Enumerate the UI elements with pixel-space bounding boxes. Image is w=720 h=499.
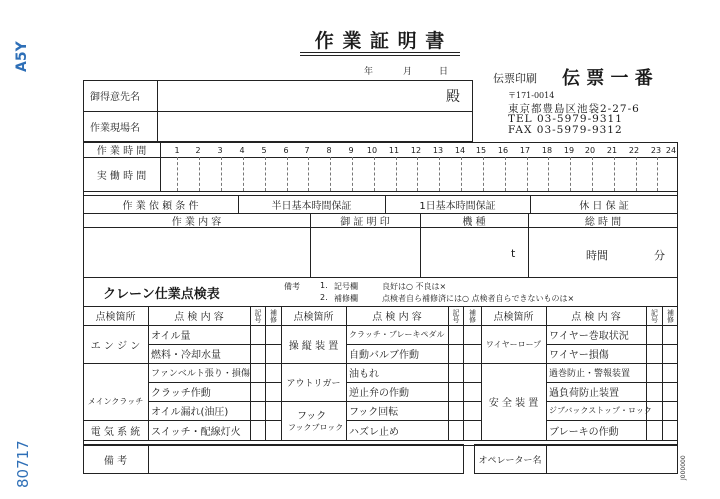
date-year: 年 (364, 67, 374, 77)
customer-label: 御得意先名 (90, 92, 140, 103)
operator-label: オペレーター名 (478, 455, 542, 466)
hour-tick: 7 (304, 145, 310, 155)
item-oil-leak: オイル漏れ(油圧) (151, 407, 229, 418)
note-label: 備考 (284, 282, 300, 291)
right-margin-code: J000000 (680, 455, 687, 480)
item-overload: 過負荷防止装置 (549, 388, 619, 399)
item-brake: ブレーキの作動 (549, 426, 619, 438)
hour-tick: 14 (454, 145, 466, 155)
operator-field[interactable] (547, 445, 677, 473)
item-clutch-op: クラッチ作動 (151, 388, 211, 399)
date-month: 月 (403, 67, 413, 77)
hour-tick: 3 (217, 145, 223, 155)
note2-num: 2. (320, 293, 328, 302)
hour-tick: 12 (410, 145, 422, 155)
h-repair-3: 補修 (666, 308, 675, 323)
col-work-content: 作 業 内 容 (171, 216, 222, 228)
hour-tick: 4 (239, 145, 245, 155)
actual-time-label: 実 働 時 間 (96, 170, 147, 182)
item-clutch-brake: クラッチ・ブレーキペダル (349, 330, 445, 339)
hour-tick: 18 (541, 145, 553, 155)
h-content-2: 点 検 内 容 (372, 312, 422, 323)
note2-detail: 点検者自ら補修済には○ 点検者自らできないものは× (382, 294, 575, 303)
h-repair-1: 補修 (269, 308, 278, 323)
place-hook-block: フックブロック (288, 423, 344, 432)
vendor-fax: FAX 03-5979-9312 (508, 124, 623, 136)
conditions-label: 作 業 依 頼 条 件 (122, 200, 199, 212)
item-check-valve: 逆止弁の作動 (349, 388, 409, 399)
hour-tick: 5 (261, 145, 267, 155)
hour-tick: 2 (195, 145, 201, 155)
hour-tick: 21 (606, 145, 618, 155)
h-mark-3: 記号 (650, 308, 659, 323)
item-hook-rot: フック回転 (349, 407, 399, 418)
hour-tick: 8 (326, 145, 332, 155)
hour-tick: 22 (628, 145, 640, 155)
mark-cell[interactable] (449, 326, 480, 439)
note1-detail: 良好は○ 不良は× (382, 282, 447, 291)
place-hook: フック (297, 411, 327, 422)
col-machine: 機 種 (462, 216, 486, 228)
h-mark-1: 記号 (254, 308, 262, 323)
item-auto-valve: 自動バルブ作動 (349, 350, 419, 361)
item-fanbelt: ファンベルト張り・損傷 (151, 369, 250, 379)
h-place-2: 点検箇所 (293, 312, 334, 323)
inspection-title: クレーン仕業点検表 (103, 286, 220, 302)
condition-half-day[interactable]: 半日基本時間保証 (271, 200, 352, 212)
site-label: 作業現場名 (90, 123, 140, 134)
remarks-label: 備 考 (103, 455, 128, 467)
place-steering: 操 縦 装 置 (288, 340, 339, 352)
note1-num: 1. (320, 281, 328, 290)
col-seal: 御 証 明 印 (340, 216, 390, 228)
date-day: 日 (439, 67, 449, 77)
hour-tick: 19 (563, 145, 575, 155)
vendor-name: 伝 票 一 番 (562, 68, 653, 89)
h-place-3: 点検箇所 (493, 312, 534, 323)
work-time-label: 作 業 時 間 (96, 146, 147, 157)
total-hours-unit: 時間 (586, 249, 608, 262)
site-name-field[interactable] (158, 112, 472, 141)
note2-text: 補修欄 (334, 294, 358, 303)
h-repair-2: 補修 (468, 308, 477, 323)
form-code-label: A5Y (14, 41, 30, 72)
total-min-unit: 分 (654, 249, 665, 262)
hour-tick: 10 (366, 145, 378, 155)
postal-code: 〒171-0014 (508, 91, 555, 100)
remarks-field[interactable] (149, 445, 463, 473)
h-content-3: 点 検 内 容 (571, 312, 621, 323)
place-wire-rope: ワイヤーロープ (485, 339, 542, 349)
hour-tick: 15 (475, 145, 487, 155)
place-outrigger: アウトリガー (286, 378, 341, 389)
condition-full-day[interactable]: 1日基本時間保証 (419, 200, 496, 212)
hour-tick: 13 (432, 145, 444, 155)
h-mark-2: 記号 (452, 308, 460, 323)
hour-tick: 9 (348, 145, 354, 155)
work-content-field[interactable] (84, 228, 309, 276)
item-fuel: 燃料・冷却水量 (151, 350, 221, 361)
hour-tick: 24 (665, 145, 677, 155)
item-jib-stop: ジブバックストップ・ロック (549, 406, 652, 415)
place-electric: 電 気 系 統 (90, 426, 141, 438)
hour-tick: 17 (519, 145, 531, 155)
vendor-address: 東京都豊島区池袋2-27-6 (508, 103, 640, 115)
hour-tick: 6 (283, 145, 289, 155)
place-safety: 安 全 装 置 (488, 398, 539, 409)
h-place-1: 点検箇所 (95, 312, 136, 323)
hour-tick: 16 (497, 145, 509, 155)
machine-unit: t (511, 247, 516, 260)
item-switch: スイッチ・配線灯火 (151, 426, 241, 438)
hour-tick: 1 (174, 145, 180, 155)
customer-name-field[interactable] (158, 81, 440, 110)
item-oil: オイル量 (151, 331, 191, 342)
item-wire-damage: ワイヤー損傷 (549, 350, 609, 361)
place-engine: エ ン ジ ン (90, 340, 141, 352)
customer-honorific: 殿 (446, 88, 460, 105)
vendor-tel: TEL 03-5979-9311 (508, 113, 623, 125)
mark-cell[interactable] (647, 326, 677, 439)
h-content-1: 点 検 内 容 (174, 312, 224, 323)
item-overwind: 過巻防止・警報装置 (549, 369, 631, 379)
page-title: 作 業 証 明 書 (314, 29, 446, 52)
note1-text: 記号欄 (334, 282, 358, 291)
hour-tick: 11 (388, 145, 400, 155)
item-hook-off: ハズレ止め (349, 426, 399, 438)
seal-field[interactable] (311, 228, 419, 276)
col-total-time: 総 時 間 (584, 216, 622, 228)
vendor-prefix: 伝票印刷 (493, 72, 537, 85)
place-main-clutch: メインクラッチ (87, 396, 144, 406)
hour-tick: 23 (650, 145, 662, 155)
mark-cell[interactable] (251, 326, 280, 439)
item-wire-state: ワイヤー巻取状況 (549, 331, 629, 342)
item-oil-dirt: 油もれ (349, 369, 379, 380)
condition-holiday[interactable]: 休 日 保 証 (579, 200, 629, 212)
hour-tick: 20 (584, 145, 596, 155)
serial-number: 80717 (14, 440, 32, 488)
